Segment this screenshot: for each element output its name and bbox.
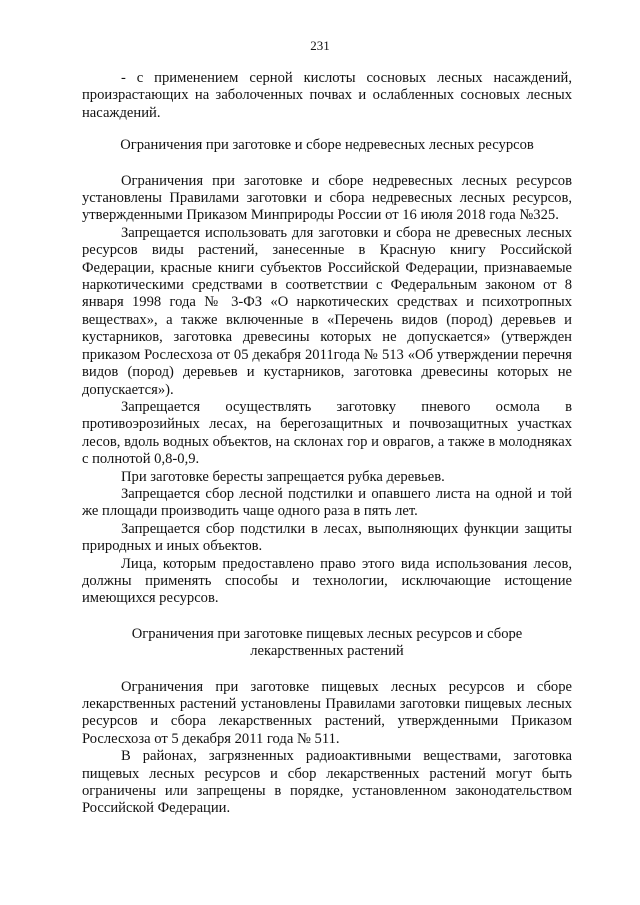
section-non-timber-body xyxy=(82,173,572,608)
paragraph: При заготовке бересты запрещается рубка деревьев. xyxy=(121,468,445,485)
paragraph: Запрещается использовать для заготовки и сбора не древесных лесных ресурсов виды растений, занесенные в Красную книгу Российской Федерации, красные книги субъектов Российской Федерации, признаваемые наркотическими средствами в соответствии с Федеральным законом от 8 января 1998 года № 3-ФЗ «О наркотических средствах и психотропных веществах», а также включенные в «Перечень видов (пород) деревьев и кустарников, заготовка древесины которых не допускается» (утвержден приказом Рослесхоза от 05 декабря 2011года № 513 «Об утверждении перечня видов (пород) деревьев и кустарников, заготовка древесины которых не допускается»). xyxy=(82,224,572,398)
paragraph: Запрещается осуществлять заготовку пневого осмола в противоэрозийных лесах, на берегозащитных и почвозащитных участках лесов, вдоль водных объектов, на склонах гор и оврагов, а также в молодняках с полнотой 0,8-0,9. xyxy=(82,398,572,468)
intro-paragraph: - с применением серной кислоты сосновых лесных насаждений, произрастающих на заболоченных почвах и ослабленных сосновых лесных насаждений. xyxy=(82,70,572,121)
section-heading-food-resources xyxy=(82,626,572,661)
paragraph: Ограничения при заготовке и сборе недревесных лесных ресурсов установлены Правилами заготовки и сбора недревесных лесных ресурсов, утвержденными Приказом Минприроды России от 16 июля 2018 года №325. xyxy=(82,172,572,224)
section-heading-non-timber: Ограничения при заготовке и сборе недревесных лесных ресурсов xyxy=(120,137,534,154)
paragraph: Запрещается сбор лесной подстилки и опавшего листа на одной и той же площади производить чаще одного раза в пять лет. xyxy=(82,485,572,520)
paragraph: Ограничения при заготовке пищевых лесных ресурсов и сборе лекарственных растений установлены Правилами заготовки пищевых лесных ресурсов и сбора лекарственных растений, утвержденными Приказом Рослесхоза от 5 декабря 2011 года № 511. xyxy=(82,678,572,747)
section-heading-line: Ограничения при заготовке пищевых лесных ресурсов и сборе xyxy=(131,625,523,642)
paragraph: Лица, которым предоставлено право этого вида использования лесов, должны применять способы и технологии, исключающие истощение имеющихся ресурсов. xyxy=(82,555,572,607)
paragraph: Запрещается сбор подстилки в лесах, выполняющих функции защиты природных и иных объектов. xyxy=(82,520,572,555)
paragraph: В районах, загрязненных радиоактивными веществами, заготовка пищевых лесных ресурсов и сбор лекарственных растений могут быть ограничены или запрещены в порядке, установленном законодательством Российской Федерации. xyxy=(82,748,572,817)
section-heading-line: лекарственных растений xyxy=(250,643,404,660)
page-number: 231 xyxy=(310,38,330,53)
page-body xyxy=(82,70,572,818)
section-food-resources-body xyxy=(82,679,572,818)
